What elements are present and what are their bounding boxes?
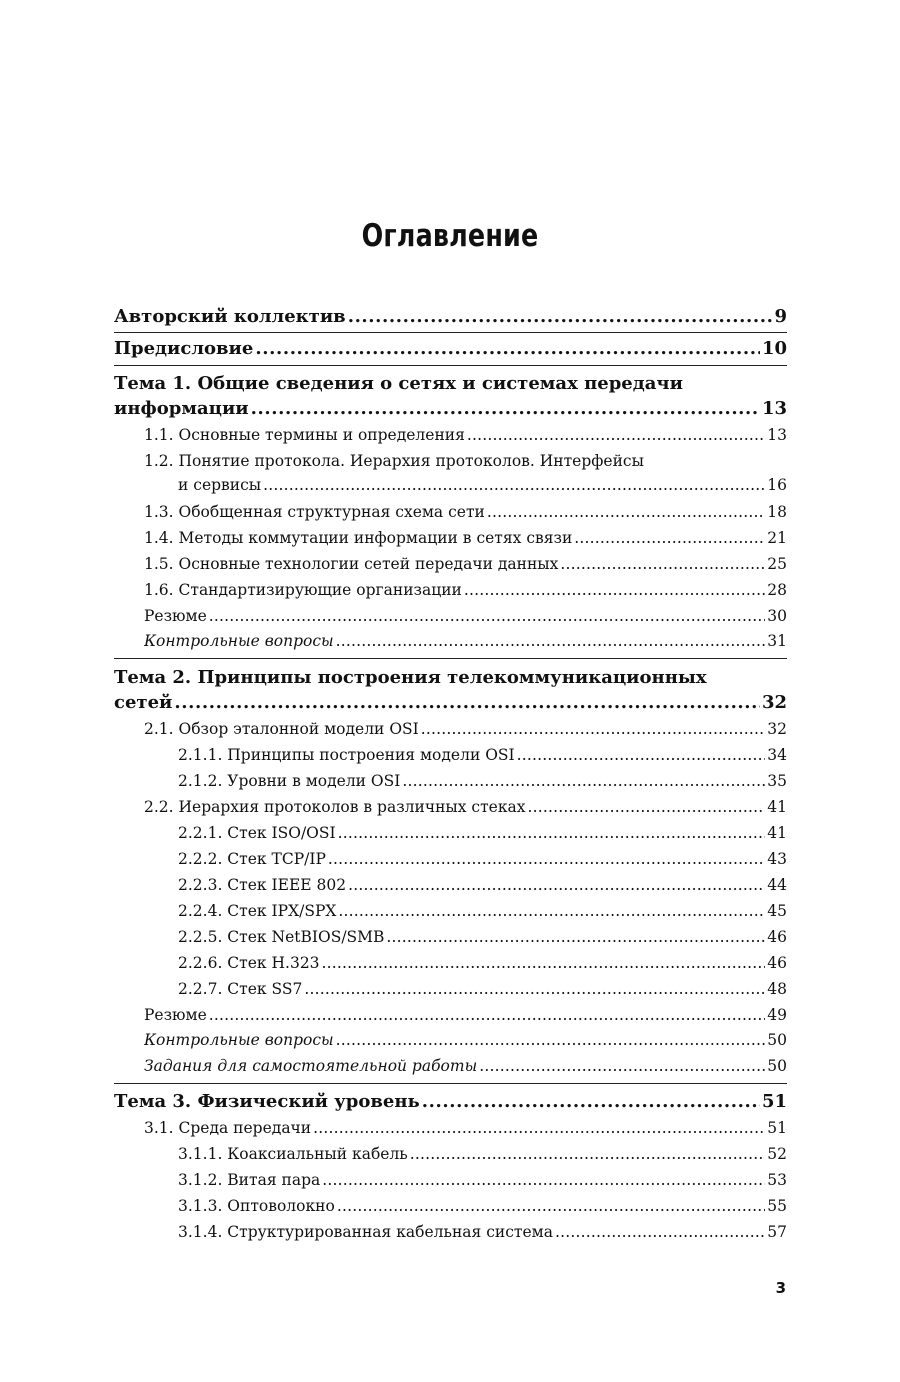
toc-item[interactable] xyxy=(178,980,787,998)
toc-page-number: 10 xyxy=(761,338,787,359)
dot-leader xyxy=(263,476,765,494)
toc-page-number: 50 xyxy=(767,1057,787,1075)
toc-page-number: 50 xyxy=(767,1031,787,1049)
dot-leader xyxy=(336,632,766,650)
toc-entry-title: Предисловие xyxy=(114,338,254,359)
toc-entry-title: информации xyxy=(114,398,249,419)
dot-leader xyxy=(337,1197,765,1215)
dot-leader xyxy=(528,798,766,816)
toc-topic1-line1[interactable]: Тема 1. Общие сведения о сетях и системах передачи xyxy=(114,373,683,394)
toc-page-number: 52 xyxy=(767,1145,787,1163)
toc-page-number: 31 xyxy=(767,632,787,650)
toc-item[interactable] xyxy=(178,954,787,972)
toc-item-title: 2.1.2. Уровни в модели OSI xyxy=(178,772,401,790)
toc-item-title: 3.1.1. Коаксиальный кабель xyxy=(178,1145,408,1163)
toc-item-title: 3.1.4. Структурированная кабельная система xyxy=(178,1223,553,1241)
dot-leader xyxy=(336,1031,766,1049)
toc-item-title: 1.5. Основные технологии сетей передачи данных xyxy=(144,555,559,573)
toc-page-number: 32 xyxy=(761,692,787,713)
toc-page-number: 57 xyxy=(767,1223,787,1241)
toc-item-summary[interactable] xyxy=(144,607,787,625)
toc-item[interactable] xyxy=(144,720,787,738)
dot-leader xyxy=(402,772,765,790)
toc-item-title: 3.1.2. Витая пара xyxy=(178,1171,321,1189)
section-divider xyxy=(114,365,787,366)
dot-leader xyxy=(348,876,765,894)
toc-entry-preface[interactable] xyxy=(114,338,787,359)
toc-item[interactable] xyxy=(178,850,787,868)
toc-page-number: 34 xyxy=(767,746,787,764)
dot-leader xyxy=(313,1119,765,1137)
toc-item-title: и сервисы xyxy=(178,476,262,494)
toc-item[interactable] xyxy=(178,1171,787,1189)
toc-topic2-line1[interactable]: Тема 2. Принципы построения телекоммуникационных xyxy=(114,667,707,688)
toc-item-line1[interactable]: 1.2. Понятие протокола. Иерархия протоколов. Интерфейсы xyxy=(144,452,644,470)
toc-item[interactable] xyxy=(144,503,787,521)
toc-item-assignments[interactable] xyxy=(144,1057,787,1075)
section-divider xyxy=(114,1083,787,1084)
dot-leader xyxy=(304,980,765,998)
toc-item-title: 2.2.3. Стек IEEE 802 xyxy=(178,876,347,894)
toc-page-number: 41 xyxy=(767,798,787,816)
toc-page-number: 28 xyxy=(767,581,787,599)
toc-page-number: 44 xyxy=(767,876,787,894)
toc-page-number: 32 xyxy=(767,720,787,738)
toc-item[interactable] xyxy=(144,798,787,816)
toc-page-number: 53 xyxy=(767,1171,787,1189)
toc-item-questions[interactable] xyxy=(144,632,787,650)
toc-item-title: 2.2.2. Стек TCP/IP xyxy=(178,850,326,868)
toc-item-title: Резюме xyxy=(144,607,207,625)
toc-item-title: Резюме xyxy=(144,1006,207,1024)
dot-leader xyxy=(479,1057,765,1075)
toc-page-number: 43 xyxy=(767,850,787,868)
toc-item-title: 2.2.4. Стек IPX/SPX xyxy=(178,902,337,920)
toc-entry-title: сетей xyxy=(114,692,173,713)
toc-page-number: 51 xyxy=(767,1119,787,1137)
section-divider xyxy=(114,332,787,333)
dot-leader xyxy=(555,1223,765,1241)
toc-page-number: 25 xyxy=(767,555,787,573)
toc-item[interactable] xyxy=(178,928,787,946)
toc-item[interactable] xyxy=(178,746,787,764)
toc-item-title: Контрольные вопросы xyxy=(144,632,334,650)
dot-leader xyxy=(422,1091,760,1112)
toc-item[interactable] xyxy=(144,1119,787,1137)
dot-leader xyxy=(338,824,766,842)
toc-entry-topic2[interactable] xyxy=(114,692,787,713)
dot-leader xyxy=(338,902,765,920)
dot-leader xyxy=(209,1006,765,1024)
toc-item-title: 2.2.5. Стек NetBIOS/SMB xyxy=(178,928,385,946)
dot-leader xyxy=(251,398,760,419)
toc-page-number: 51 xyxy=(761,1091,787,1112)
toc-item[interactable] xyxy=(144,529,787,547)
toc-item-title: 1.3. Обобщенная структурная схема сети xyxy=(144,503,485,521)
toc-page-number: 55 xyxy=(767,1197,787,1215)
toc-entry-title: Тема 3. Физический уровень xyxy=(114,1091,420,1112)
toc-page-number: 13 xyxy=(767,426,787,444)
dot-leader xyxy=(255,338,760,359)
toc-item[interactable] xyxy=(178,1197,787,1215)
dot-leader xyxy=(560,555,765,573)
toc-item[interactable] xyxy=(178,772,787,790)
toc-page-number: 9 xyxy=(774,306,787,327)
toc-item-summary[interactable] xyxy=(144,1006,787,1024)
dot-leader xyxy=(487,503,765,521)
toc-item-title: Контрольные вопросы xyxy=(144,1031,334,1049)
dot-leader xyxy=(467,426,765,444)
dot-leader xyxy=(386,928,765,946)
toc-item-title: 1.6. Стандартизирующие организации xyxy=(144,581,462,599)
toc-page-number: 30 xyxy=(767,607,787,625)
dot-leader xyxy=(322,1171,765,1189)
dot-leader xyxy=(517,746,766,764)
toc-item-title: 2.2.7. Стек SS7 xyxy=(178,980,303,998)
dot-leader xyxy=(410,1145,766,1163)
toc-page-number: 18 xyxy=(767,503,787,521)
toc-entry-topic3[interactable] xyxy=(114,1091,787,1112)
toc-item[interactable] xyxy=(178,1145,787,1163)
toc-item-questions[interactable] xyxy=(144,1031,787,1049)
toc-item[interactable] xyxy=(178,476,787,494)
dot-leader xyxy=(209,607,765,625)
toc-page-number: 46 xyxy=(767,954,787,972)
dot-leader xyxy=(421,720,766,738)
dot-leader xyxy=(322,954,766,972)
toc-page-number: 48 xyxy=(767,980,787,998)
toc-page-number: 21 xyxy=(767,529,787,547)
dot-leader xyxy=(174,692,760,713)
toc-item[interactable] xyxy=(178,876,787,894)
toc-page-number: 41 xyxy=(767,824,787,842)
toc-page-number: 49 xyxy=(767,1006,787,1024)
toc-item-title: 2.2.6. Стек H.323 xyxy=(178,954,320,972)
page-number: 3 xyxy=(775,1279,786,1297)
toc-item-title: 1.4. Методы коммутации информации в сетях связи xyxy=(144,529,573,547)
toc-page-number: 46 xyxy=(767,928,787,946)
toc-item-title: 2.2. Иерархия протоколов в различных стеках xyxy=(144,798,526,816)
section-divider xyxy=(114,658,787,659)
toc-item-title: Задания для самостоятельной работы xyxy=(144,1057,478,1075)
toc-entry-authors[interactable] xyxy=(114,306,787,327)
dot-leader xyxy=(348,306,773,327)
toc-page-number: 16 xyxy=(767,476,787,494)
toc-item-title: 2.1. Обзор эталонной модели OSI xyxy=(144,720,419,738)
toc-item[interactable] xyxy=(178,902,787,920)
toc-entry-title: Авторский коллектив xyxy=(114,306,346,327)
dot-leader xyxy=(574,529,765,547)
dot-leader xyxy=(464,581,765,599)
toc-page-number: 13 xyxy=(761,398,787,419)
toc-page-number: 45 xyxy=(767,902,787,920)
toc-item[interactable] xyxy=(178,824,787,842)
toc-item[interactable] xyxy=(144,581,787,599)
toc-item-title: 2.1.1. Принципы построения модели OSI xyxy=(178,746,515,764)
toc-item[interactable] xyxy=(144,426,787,444)
dot-leader xyxy=(328,850,765,868)
toc-item-title: 2.2.1. Стек ISO/OSI xyxy=(178,824,336,842)
toc-item[interactable] xyxy=(144,555,787,573)
toc-entry-topic1[interactable] xyxy=(114,398,787,419)
toc-item[interactable] xyxy=(178,1223,787,1241)
page-title: Оглавление xyxy=(361,218,539,254)
toc-item-title: 3.1. Среда передачи xyxy=(144,1119,312,1137)
toc-page-number: 35 xyxy=(767,772,787,790)
toc-item-title: 3.1.3. Оптоволокно xyxy=(178,1197,335,1215)
toc-item-title: 1.1. Основные термины и определения xyxy=(144,426,465,444)
